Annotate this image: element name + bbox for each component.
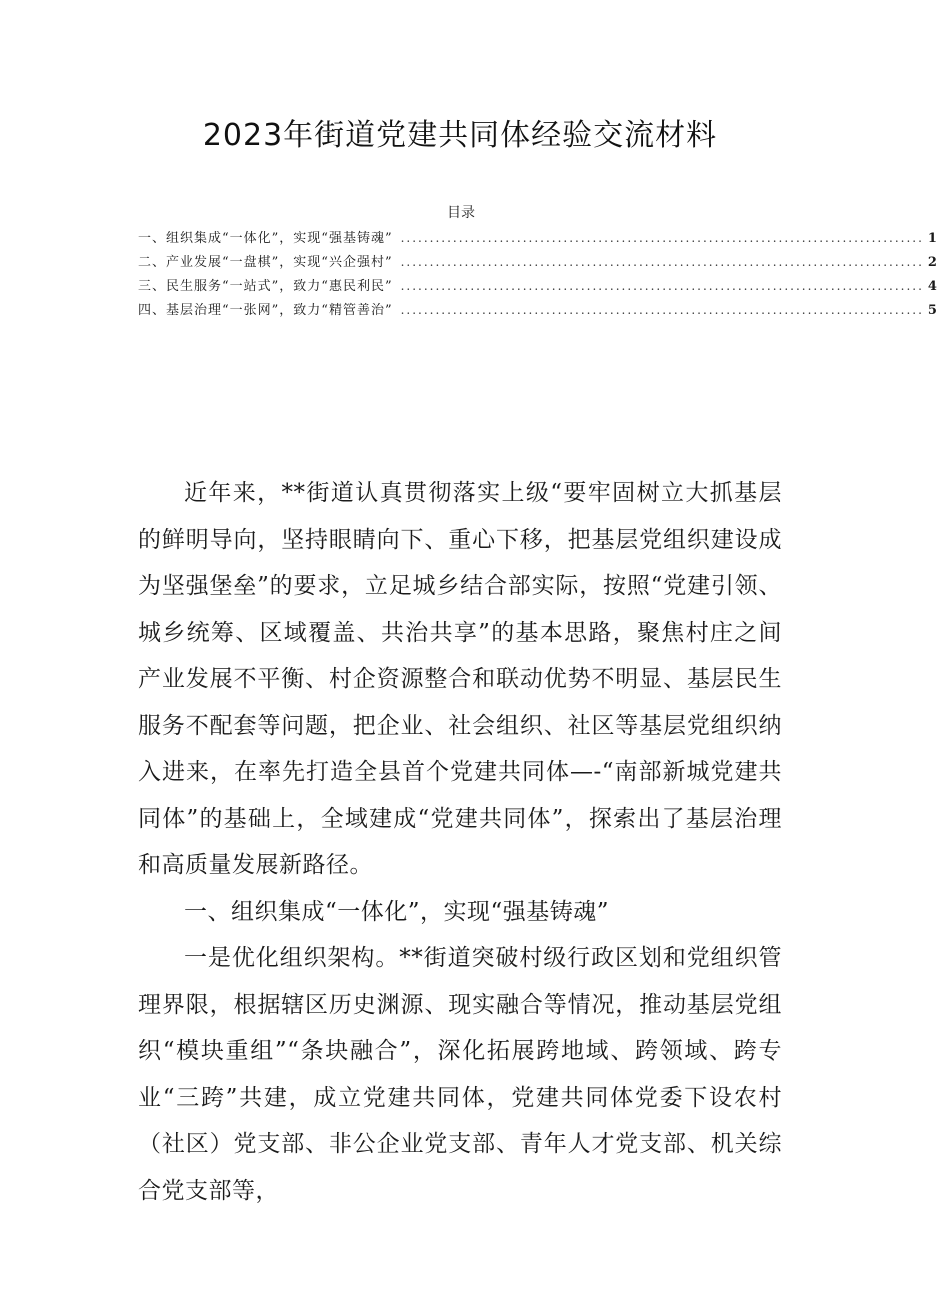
section-heading: 一、组织集成“一体化”，实现“强基铸魂” (184, 898, 610, 925)
toc-dot-leader: .......................................................................................... (400, 255, 924, 269)
toc-heading: 目录 (447, 205, 475, 221)
toc-entry[interactable] (138, 274, 937, 298)
table-of-contents (138, 202, 937, 322)
toc-entry-page: 2 (927, 255, 937, 270)
toc-entry-page: 5 (927, 303, 937, 318)
document-body (138, 470, 782, 1214)
document-title: 2023年街道党建共同体经验交流材料 (202, 118, 718, 153)
toc-entry-label: 一、组织集成“一体化”，实现“强基铸魂” (138, 231, 393, 246)
toc-entry[interactable] (138, 226, 937, 250)
intro-paragraph: 近年来，**街道认真贯彻落实上级“要牢固树立大抓基层的鲜明导向，坚持眼睛向下、重心下移，把基层党组织建设成为坚强堡垒”的要求，立足城乡结合部实际，按照“党建引领、城乡统筹、区域覆盖、共治共享”的基本思路，聚焦村庄之间产业发展不平衡、村企资源整合和联动优势不明显、基层民生服务不配套等问题，把企业、社会组织、社区等基层党组织纳入进来，在率先打造全县首个党建共同体—-“南部新城党建共同体”的基础上，全域建成“党建共同体”，探索出了基层治理和高质量发展新路径。 (138, 480, 782, 878)
toc-entry-page: 1 (927, 231, 937, 246)
body-paragraph: 一是优化组织架构。**街道突破村级行政区划和党组织管理界限，根据辖区历史渊源、现实融合等情况，推动基层党组织“模块重组”“条块融合”，深化拓展跨地域、跨领域、跨专业“三跨”共建，成立党建共同体，党建共同体党委下设农村（社区）党支部、非公企业党支部、青年人才党支部、机关综合党支部等， (138, 945, 782, 1204)
toc-dot-leader: .......................................................................................... (400, 279, 924, 293)
toc-entry-label: 二、产业发展“一盘棋”，实现“兴企强村” (138, 255, 393, 270)
toc-entry-page: 4 (927, 279, 937, 294)
toc-dot-leader: .......................................................................................... (400, 231, 924, 245)
toc-entry-label: 四、基层治理“一张网”，致力“精管善治” (138, 303, 393, 318)
toc-entry-label: 三、民生服务“一站式”，致力“惠民利民” (138, 279, 393, 294)
toc-entry[interactable] (138, 250, 937, 274)
toc-entry[interactable] (138, 298, 937, 322)
toc-dot-leader: .......................................................................................... (400, 303, 924, 317)
